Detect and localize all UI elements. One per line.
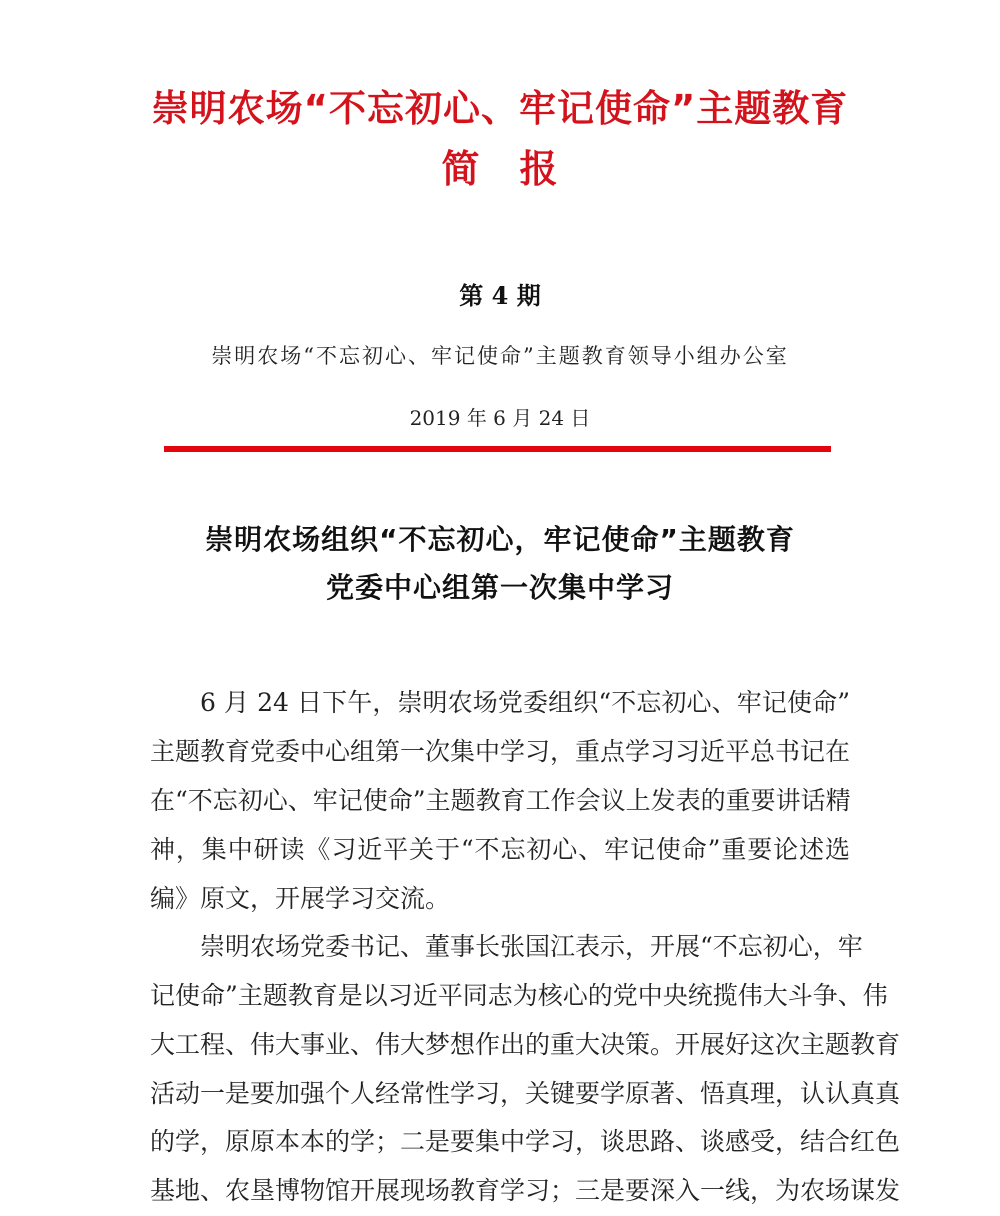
bulletin-subtitle: 简 报 [441, 147, 559, 191]
text-line: 6 月 24 日下午，崇明农场党委组织“不忘初心、牢记使命” [200, 688, 850, 717]
text-line: 主题教育党委中心组第一次集中学习，重点学习习近平总书记在 [150, 737, 851, 766]
red-divider [164, 446, 831, 452]
article-title: 崇明农场组织“不忘初心，牢记使命”主题教育 [205, 523, 795, 556]
text-line: 记使命”主题教育是以习近平同志为核心的党中央统揽伟大斗争、伟 [150, 981, 888, 1010]
text-line: 的学，原原本本的学；二是要集中学习，谈思路、谈感受，结合红色 [150, 1127, 901, 1156]
bulletin-title: 崇明农场“不忘初心、牢记使命”主题教育 [151, 87, 849, 130]
text-line: 活动一是要加强个人经常性学习，关键要学原著、悟真理，认认真真 [150, 1079, 901, 1108]
text-line: 神，集中研读《习近平关于“不忘初心、牢记使命”重要论述选 [150, 835, 850, 864]
text-line: 在“不忘初心、牢记使命”主题教育工作会议上发表的重要讲话精 [150, 786, 851, 815]
text-line: 崇明农场党委书记、董事长张国江表示，开展“不忘初心，牢 [200, 932, 863, 961]
text-line: 编》原文，开展学习交流。 [150, 884, 451, 913]
article-subtitle: 党委中心组第一次集中学习 [325, 571, 674, 604]
issuing-office: 崇明农场“不忘初心、牢记使命”主题教育领导小组办公室 [211, 344, 789, 368]
issue-number: 第 4 期 [459, 281, 541, 310]
issue-date: 2019 年 6 月 24 日 [409, 406, 591, 430]
text-line: 大工程、伟大事业、伟大梦想作出的重大决策。开展好这次主题教育 [150, 1030, 901, 1059]
text-line: 基地、农垦博物馆开展现场教育学习；三是要深入一线，为农场谋发 [150, 1176, 901, 1205]
